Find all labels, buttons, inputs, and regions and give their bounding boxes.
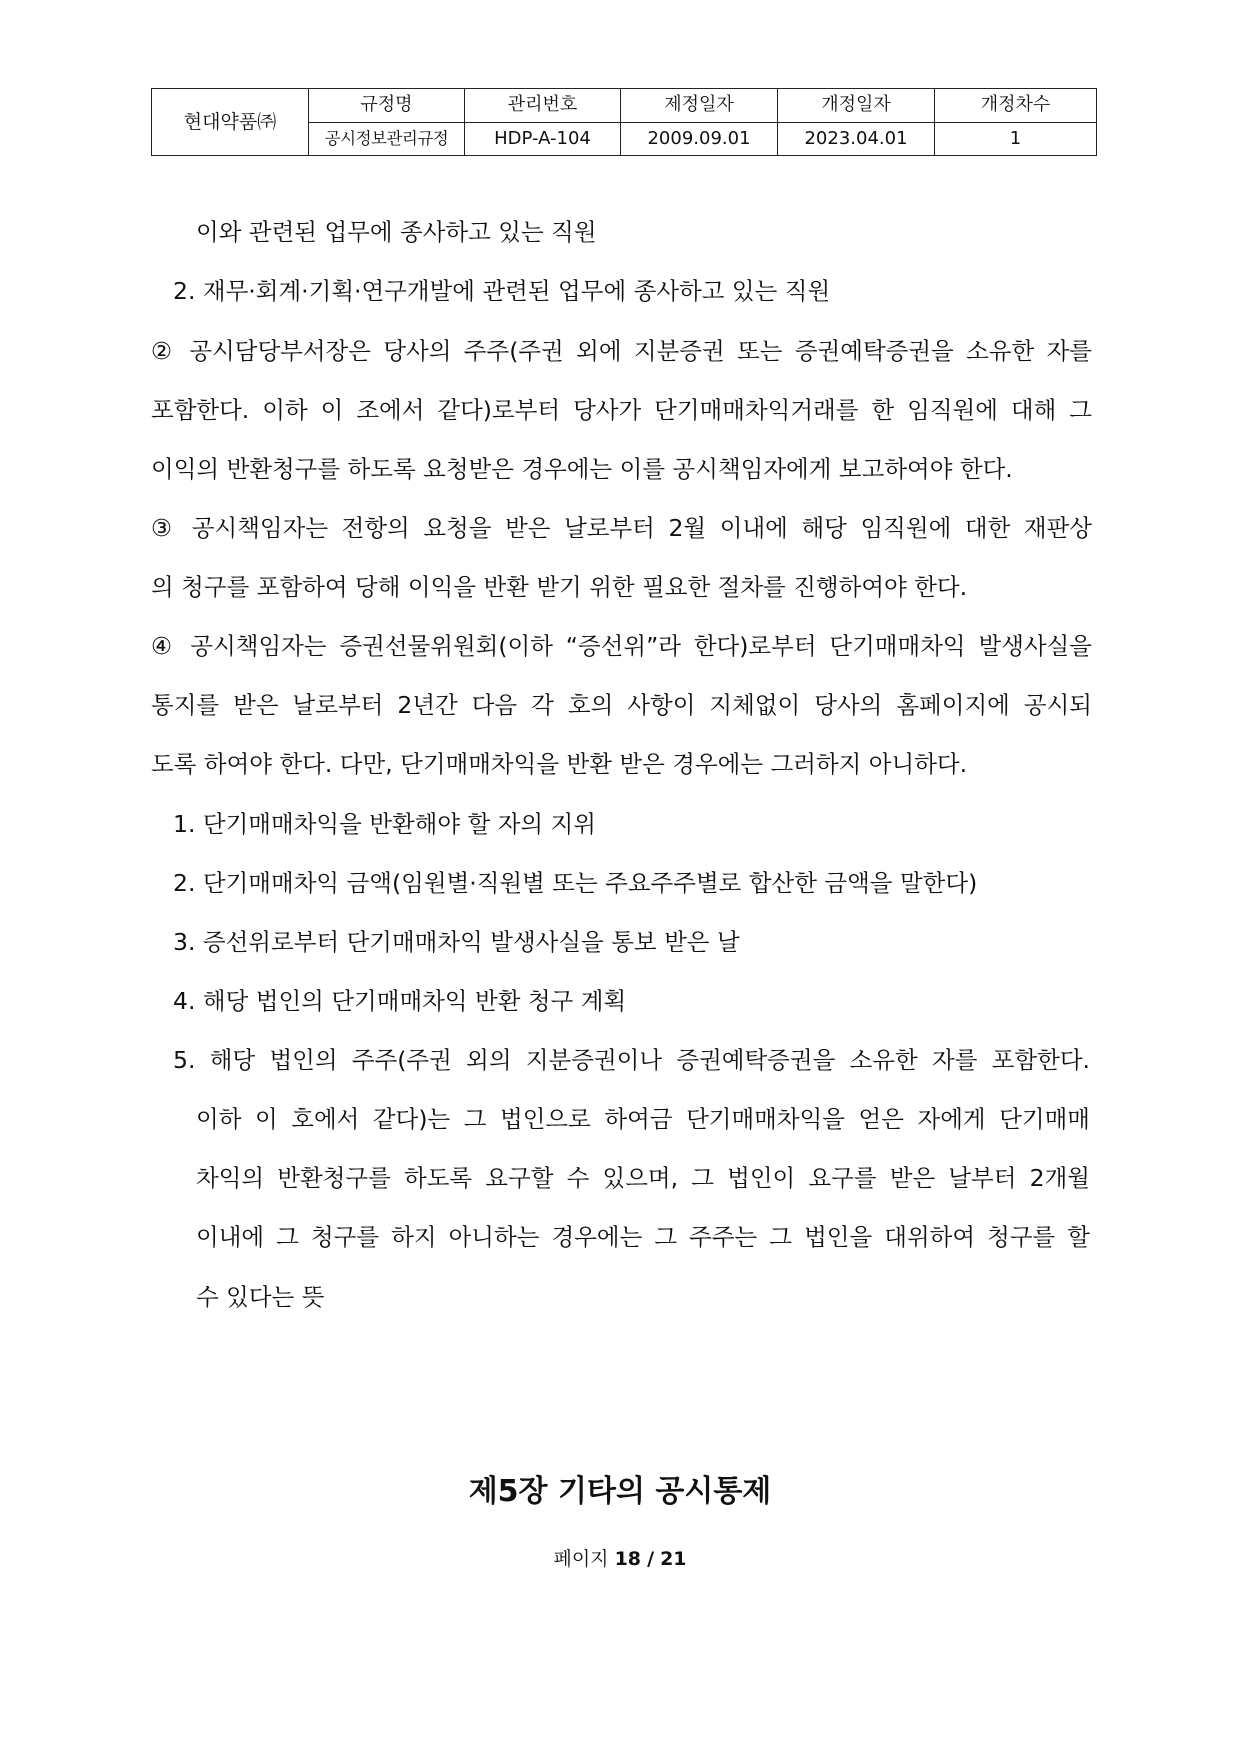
body-line: ② 공시담당부서장은 당사의 주주(주권 외에 지분증권 또는 증권예탁증권을 소유한 자를 <box>151 337 1092 365</box>
body-line: 도록 하여야 한다. 다만, 단기매매차익을 반환 받은 경우에는 그러하지 아니하다. <box>151 750 968 778</box>
enactment-date: 2009.09.01 <box>621 122 778 156</box>
body-line: 의 청구를 포함하여 당해 이익을 반환 받기 위한 필요한 절차를 진행하여야 한다. <box>151 573 968 601</box>
regulation-name: 공시정보관리규정 <box>309 122 465 156</box>
revision-date: 2023.04.01 <box>778 122 935 156</box>
control-number: HDP-A-104 <box>465 122 621 156</box>
header-label-control-number: 관리번호 <box>465 89 621 123</box>
list-item: 2. 단기매매차익 금액(임원별·직원별 또는 주요주주별로 합산한 금액을 말한다) <box>173 869 978 897</box>
page-number-prefix: 페이지 <box>553 1548 609 1570</box>
header-label-revision-date: 개정일자 <box>778 89 935 123</box>
list-item-continuation: 수 있다는 뜻 <box>196 1283 325 1311</box>
body-line: 이와 관련된 업무에 종사하고 있는 직원 <box>196 218 597 246</box>
page-number <box>0 1546 1240 1572</box>
revision-number: 1 <box>935 122 1097 156</box>
list-item-continuation: 이하 이 호에서 같다)는 그 법인으로 하여금 단기매매차익을 얻은 자에게 단기매매 <box>196 1105 1090 1133</box>
company-name: 현대약품㈜ <box>152 89 309 156</box>
chapter-title: 제5장 기타의 공시통제 <box>468 1474 772 1509</box>
list-item-continuation: 차익의 반환청구를 하도록 요구할 수 있으며, 그 법인이 요구를 받은 날부터 2개월 <box>196 1164 1090 1192</box>
page-number-current: 18 <box>614 1548 642 1570</box>
list-item: 3. 증선위로부터 단기매매차익 발생사실을 통보 받은 날 <box>173 928 740 956</box>
document-header-table <box>151 88 1097 156</box>
header-label-enactment-date: 제정일자 <box>621 89 778 123</box>
body-line: 이익의 반환청구를 하도록 요청받은 경우에는 이를 공시책임자에게 보고하여야 한다. <box>151 455 1013 483</box>
list-item: 4. 해당 법인의 단기매매차익 반환 청구 계획 <box>173 987 627 1015</box>
page-number-separator: / <box>647 1548 655 1570</box>
list-item-continuation: 이내에 그 청구를 하지 아니하는 경우에는 그 주주는 그 법인을 대위하여 청구를 할 <box>196 1223 1090 1251</box>
body-line: ③ 공시책임자는 전항의 요청을 받은 날로부터 2월 이내에 해당 임직원에 대한 재판상 <box>151 514 1092 542</box>
body-line: 포함한다. 이하 이 조에서 같다)로부터 당사가 단기매매차익거래를 한 임직원에 대해 그 <box>151 396 1092 424</box>
list-item: 1. 단기매매차익을 반환해야 할 자의 지위 <box>173 810 596 838</box>
list-item: 5. 해당 법인의 주주(주권 외의 지분증권이나 증권예탁증권을 소유한 자를 포함한다. <box>173 1046 1090 1074</box>
body-line: ④ 공시책임자는 증권선물위원회(이하 “증선위”라 한다)로부터 단기매매차익 발생사실을 <box>151 632 1092 660</box>
header-label-regulation-name: 규정명 <box>309 89 465 123</box>
body-line: 2. 재무·회계·기획·연구개발에 관련된 업무에 종사하고 있는 직원 <box>173 277 831 305</box>
page-number-total: 21 <box>660 1548 687 1570</box>
header-label-revision-number: 개정차수 <box>935 89 1097 123</box>
body-line: 통지를 받은 날로부터 2년간 다음 각 호의 사항이 지체없이 당사의 홈페이지에 공시되 <box>151 691 1092 719</box>
